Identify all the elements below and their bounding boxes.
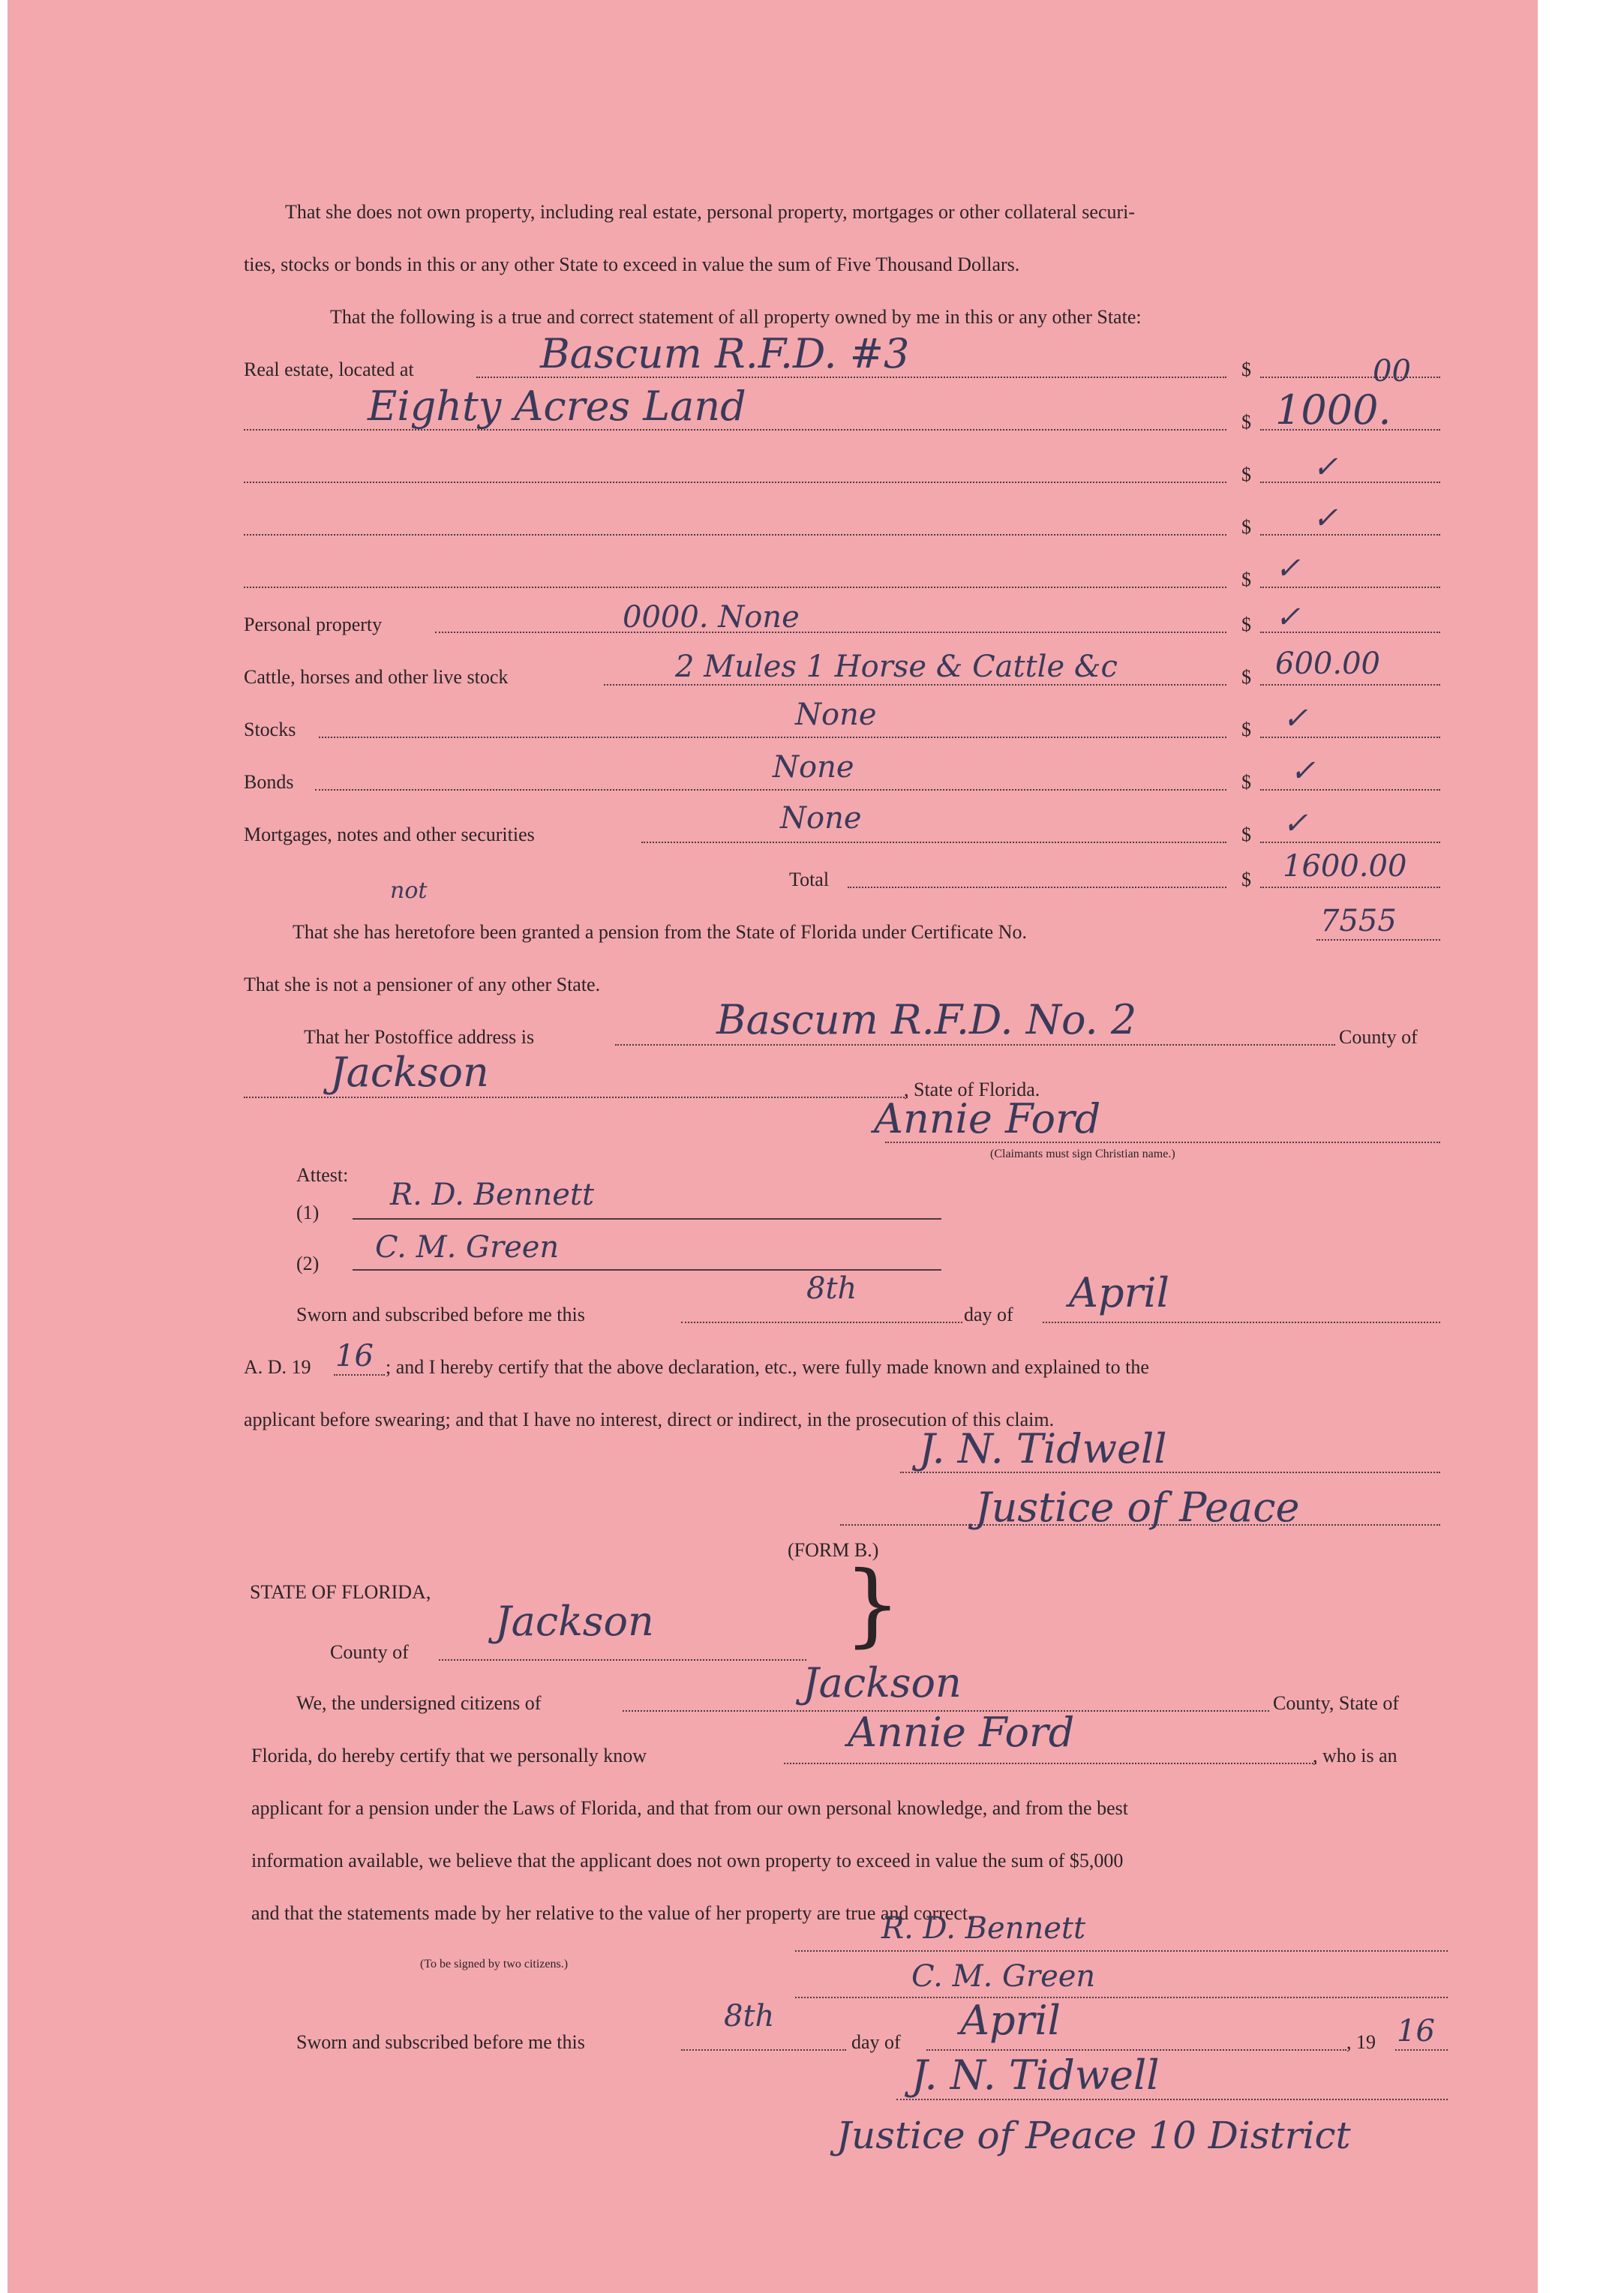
amount-line bbox=[1260, 587, 1440, 588]
pension-granted-text: That she has heretofore been granted a pension from the State of Florida under Certificate No. bbox=[293, 921, 1027, 943]
not-insertion: not bbox=[390, 878, 428, 904]
sworn-day: 8th bbox=[806, 1271, 857, 1306]
not-other-state: That she is not a pensioner of any other State. bbox=[244, 974, 601, 995]
amount-line bbox=[1260, 482, 1440, 483]
dollar-sign: $ bbox=[1241, 719, 1251, 740]
form-b-year-prefix: , 19 bbox=[1346, 2031, 1376, 2053]
form-b-day-line bbox=[681, 2049, 846, 2051]
postoffice-label: That her Postoffice address is bbox=[304, 1026, 535, 1048]
witness-signature-2: C. M. Green bbox=[375, 1230, 560, 1265]
blank-mark: ✓ bbox=[1313, 450, 1338, 485]
witness-signature-1: R. D. Bennett bbox=[390, 1178, 595, 1212]
brace-symbol: } bbox=[844, 1553, 902, 1657]
citizen-signature-2: C. M. Green bbox=[911, 1959, 1096, 1994]
signed-by-citizens-note: (To be signed by two citizens.) bbox=[420, 1958, 569, 1970]
dollar-sign: $ bbox=[1241, 869, 1251, 890]
citizen-line-2 bbox=[795, 1997, 1448, 1998]
statement-line-1: That she does not own property, including real estate, personal property, mortgages or other collateral securi- bbox=[285, 201, 1136, 223]
form-b-official-title: Justice of Peace 10 District bbox=[836, 2114, 1351, 2157]
attest-line-2 bbox=[353, 1269, 941, 1271]
form-b-line-3: applicant for a pension under the Laws of Florida, and that from our own personal knowledge, and from the best bbox=[251, 1797, 1128, 1819]
county-line bbox=[244, 1097, 908, 1098]
county-value: Jackson bbox=[330, 1049, 489, 1096]
form-b-sworn-text: Sworn and subscribed before me this bbox=[296, 2031, 585, 2053]
sworn-text: Sworn and subscribed before me this bbox=[296, 1304, 585, 1325]
attest-number-1: (1) bbox=[296, 1202, 320, 1223]
dollar-sign: $ bbox=[1241, 771, 1251, 793]
dollar-sign: $ bbox=[1241, 569, 1251, 590]
florida-certify-text: Florida, do hereby certify that we personally know bbox=[251, 1745, 647, 1766]
mortgages-label: Mortgages, notes and other securities bbox=[244, 824, 535, 845]
bonds-amount: ✓ bbox=[1290, 754, 1316, 788]
bonds-line bbox=[315, 789, 1226, 791]
we-citizens-text: We, the undersigned citizens of bbox=[296, 1692, 542, 1714]
postoffice-line bbox=[615, 1044, 1335, 1046]
sworn-year: 16 bbox=[335, 1339, 374, 1373]
mortgages-line bbox=[641, 842, 1226, 843]
county-of-label: County of bbox=[1339, 1026, 1418, 1048]
form-b-year: 16 bbox=[1397, 2014, 1435, 2048]
sworn-month: April bbox=[1069, 1269, 1169, 1316]
citizen-line-1 bbox=[795, 1950, 1448, 1952]
attest-line-1 bbox=[353, 1218, 941, 1220]
eighty-acres-value: 1000. bbox=[1275, 386, 1391, 434]
form-b-month: April bbox=[960, 1997, 1061, 2044]
day-of-label: day of bbox=[964, 1304, 1013, 1325]
we-county-value: Jackson bbox=[803, 1659, 962, 1706]
form-b-county-line bbox=[439, 1659, 806, 1661]
statement-line-3: That the following is a true and correct statement of all property owned by me in this or any other State: bbox=[330, 306, 1142, 328]
official-title: Justice of Peace bbox=[975, 1484, 1300, 1531]
applicant-line bbox=[784, 1763, 1316, 1764]
bonds-value: None bbox=[773, 750, 854, 785]
certify-text-2: applicant before swearing; and that I have no interest, direct or indirect, in the prosecution of this claim. bbox=[244, 1409, 1055, 1430]
certify-text: ; and I hereby certify that the above declaration, etc., were fully made known and explained to the bbox=[386, 1356, 1149, 1378]
stocks-amount: ✓ bbox=[1283, 701, 1308, 736]
dollar-sign: $ bbox=[1241, 666, 1251, 688]
claimant-signature: Annie Ford bbox=[874, 1095, 1101, 1142]
amount-line bbox=[1260, 842, 1440, 843]
amount-line bbox=[1260, 534, 1440, 536]
state-of-florida: , State of Florida. bbox=[904, 1079, 1040, 1100]
mortgages-value: None bbox=[780, 801, 862, 836]
total-line bbox=[848, 887, 1226, 888]
cattle-label: Cattle, horses and other live stock bbox=[244, 666, 509, 688]
year-line bbox=[334, 1374, 385, 1376]
total-label: Total bbox=[789, 869, 830, 890]
dollar-sign: $ bbox=[1241, 411, 1251, 433]
dollar-sign: $ bbox=[1241, 614, 1251, 635]
bonds-label: Bonds bbox=[244, 771, 294, 793]
county-state-of: County, State of bbox=[1273, 1692, 1400, 1714]
eighty-acres-text: Eighty Acres Land bbox=[368, 383, 746, 430]
amount-line bbox=[1260, 684, 1440, 686]
personal-amount: ✓ bbox=[1275, 600, 1301, 635]
statement-line-2: ties, stocks or bonds in this or any other State to exceed in value the sum of Five Thousand Dollars. bbox=[244, 254, 1020, 275]
state-of-florida-heading: STATE OF FLORIDA, bbox=[250, 1581, 431, 1603]
property-line bbox=[244, 482, 1226, 483]
citizen-signature-1: R. D. Bennett bbox=[881, 1911, 1086, 1946]
dollar-sign: $ bbox=[1241, 464, 1251, 485]
dollar-sign: $ bbox=[1241, 359, 1251, 380]
form-b-official-line bbox=[896, 2099, 1448, 2100]
amount-line bbox=[1260, 377, 1440, 378]
real-estate-value: 00 bbox=[1373, 354, 1411, 389]
mortgages-amount: ✓ bbox=[1283, 806, 1308, 841]
postoffice-value: Bascum R.F.D. No. 2 bbox=[716, 996, 1137, 1043]
ad-year-prefix: A. D. 19 bbox=[244, 1356, 311, 1378]
personal-property-value: 0000. None bbox=[623, 600, 800, 635]
who-is-text: , who is an bbox=[1313, 1745, 1397, 1766]
dollar-sign: $ bbox=[1241, 516, 1251, 538]
sworn-day-line bbox=[681, 1322, 962, 1323]
official-signature: J. N. Tidwell bbox=[919, 1425, 1167, 1472]
applicant-name: Annie Ford bbox=[848, 1709, 1075, 1756]
sworn-month-line bbox=[1043, 1322, 1440, 1323]
amount-line bbox=[1260, 737, 1440, 738]
personal-line bbox=[435, 632, 1226, 633]
cattle-amount: 600.00 bbox=[1275, 647, 1380, 681]
form-b-day-of: day of bbox=[851, 2031, 901, 2053]
attest-number-2: (2) bbox=[296, 1253, 320, 1274]
claimant-note: (Claimants must sign Christian name.) bbox=[990, 1148, 1175, 1160]
real-estate-label: Real estate, located at bbox=[244, 359, 414, 380]
form-b-county-label: County of bbox=[330, 1641, 409, 1663]
blank-mark: ✓ bbox=[1275, 551, 1301, 586]
attest-label: Attest: bbox=[296, 1164, 349, 1186]
blank-mark: ✓ bbox=[1313, 501, 1338, 536]
stocks-value: None bbox=[795, 698, 877, 732]
total-amount: 1600.00 bbox=[1283, 849, 1407, 884]
certificate-number: 7555 bbox=[1320, 904, 1397, 938]
certificate-line bbox=[1316, 939, 1440, 941]
form-b-line-5: and that the statements made by her relative to the value of her property are true and correct. bbox=[251, 1902, 973, 1924]
form-b-year-line bbox=[1395, 2049, 1448, 2051]
cattle-value: 2 Mules 1 Horse & Cattle &c bbox=[675, 650, 1118, 684]
property-line bbox=[244, 587, 1226, 588]
property-line bbox=[244, 534, 1226, 536]
amount-line bbox=[1260, 887, 1440, 888]
form-b-county-value: Jackson bbox=[495, 1598, 654, 1645]
form-b-month-line bbox=[926, 2049, 1346, 2051]
real-estate-location: Bascum R.F.D. #3 bbox=[540, 330, 910, 377]
cattle-line bbox=[604, 684, 1226, 686]
form-b-day: 8th bbox=[724, 1999, 775, 2033]
form-b-heading: (FORM B.) bbox=[788, 1539, 879, 1561]
form-b-official-signature: J. N. Tidwell bbox=[911, 2051, 1160, 2099]
amount-line bbox=[1260, 789, 1440, 791]
stocks-label: Stocks bbox=[244, 719, 296, 740]
page-margin bbox=[1538, 0, 1624, 2293]
personal-property-label: Personal property bbox=[244, 614, 383, 635]
stocks-line bbox=[319, 737, 1226, 738]
form-b-line-4: information available, we believe that the applicant does not own property to exceed in value the sum of $5,000 bbox=[251, 1850, 1124, 1871]
dollar-sign: $ bbox=[1241, 824, 1251, 845]
